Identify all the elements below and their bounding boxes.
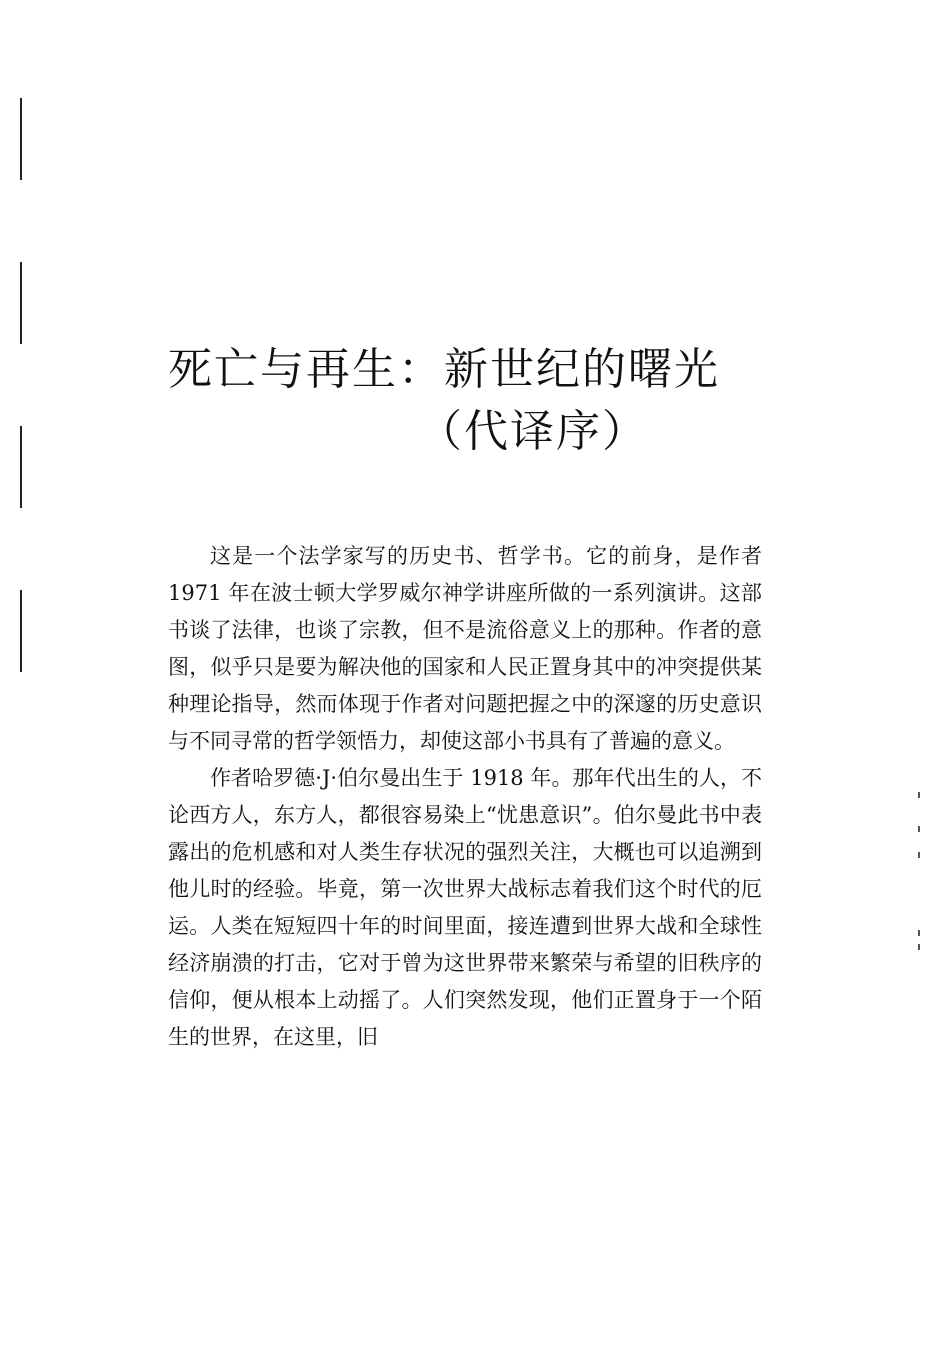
scan-edge-mark (20, 262, 22, 344)
chapter-title: 死亡与再生：新世纪的曙光 (168, 344, 720, 395)
scan-speck (918, 852, 920, 858)
chapter-subtitle: （代译序） (418, 406, 648, 457)
scan-edge-mark (20, 98, 22, 180)
scan-speck (918, 930, 920, 936)
paragraph: 这是一个法学家写的历史书、哲学书。它的前身，是作者 1971 年在波士顿大学罗威尔神学讲座所做的一系列演讲。这部书谈了法律，也谈了宗教，但不是流俗意义上的那种。作者的意图，似乎只是要为解决他的国家和人民正置身其中的冲突提供某种理论指导，然而体现于作者对问题把握之中的深邃的历史意识与不同寻常的哲学领悟力，却使这部小书具有了普遍的意义。 (168, 544, 762, 753)
body-text (168, 538, 762, 1056)
paragraph: 作者哈罗德·J·伯尔曼出生于 1918 年。那年代出生的人，不论西方人，东方人，都很容易染上“忧患意识”。伯尔曼此书中表露出的危机感和对人类生存状况的强烈关注，大概也可以追溯到他儿时的经验。毕竟，第一次世界大战标志着我们这个时代的厄运。人类在短短四十年的时间里面，接连遭到世界大战和全球性经济崩溃的打击，它对于曾为这世界带来繁荣与希望的旧秩序的信仰，便从根本上动摇了。人们突然发现，他们正置身于一个陌生的世界，在这里，旧 (168, 766, 762, 1049)
scan-edge-mark (20, 590, 22, 672)
scan-speck (918, 792, 920, 798)
scan-speck (918, 826, 920, 832)
scan-edge-mark (20, 426, 22, 508)
scan-speck (918, 944, 920, 950)
